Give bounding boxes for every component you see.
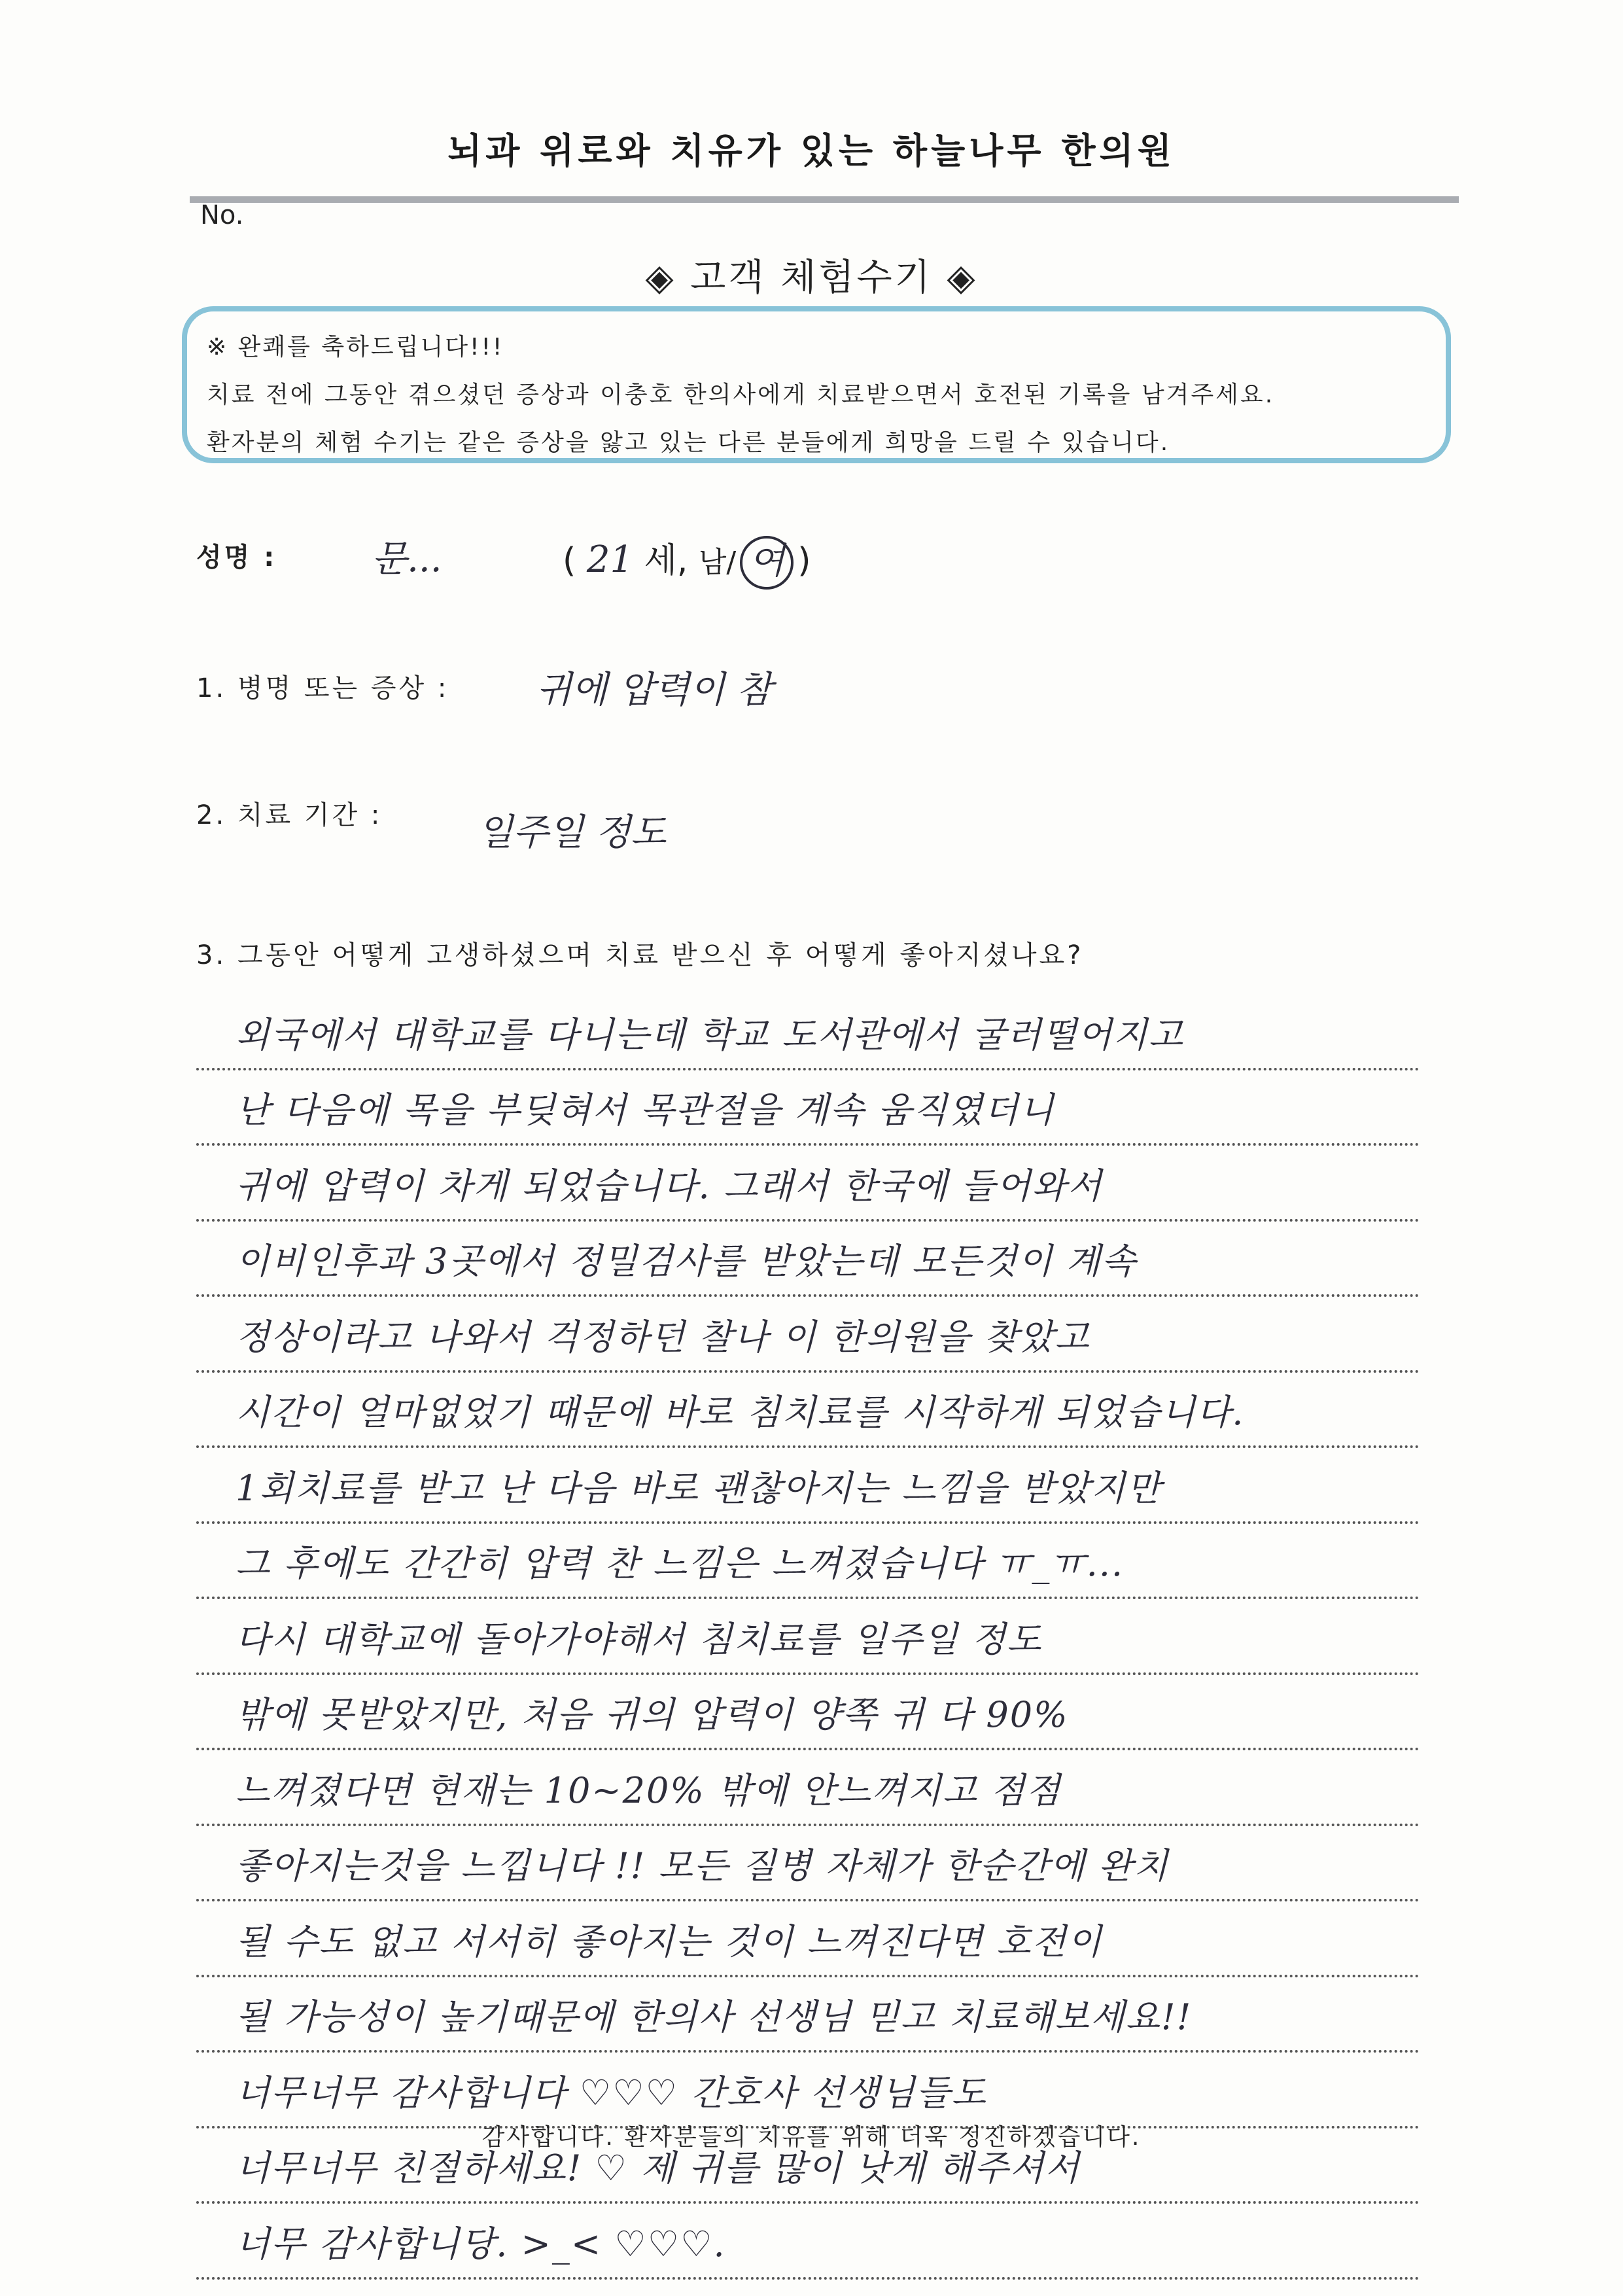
question-period-answer: 일주일 정도 — [478, 811, 667, 854]
patient-info-row — [196, 537, 811, 582]
notice-line-request: 치료 전에 그동안 겪으셨던 증상과 이충호 한의사에게 치료받으면서 호전된 기록을 남겨주세요. — [207, 381, 1275, 408]
notice-line-purpose: 환자분의 체험 수기는 같은 증상을 앓고 있는 다른 분들에게 희망을 드릴 수 있습니다. — [207, 429, 1170, 456]
story-line-text: 정상이라고 나와서 걱정하던 찰나 이 한의원을 찾았고 — [236, 1316, 1091, 1358]
story-line-text: 너무 감사합니당. >_< ♡♡♡. — [236, 2223, 726, 2265]
age-value: 21 — [586, 539, 634, 581]
story-line-text: 시간이 얼마없었기 때문에 바로 침치료를 시작하게 되었습니다. — [236, 1392, 1245, 1433]
story-line-text: 외국에서 대학교를 다니는데 학교 도서관에서 굴러떨어지고 — [236, 1014, 1184, 1055]
story-line — [196, 2053, 1420, 2128]
story-line-text: 느껴졌다면 현재는 10~20% 밖에 안느껴지고 점점 — [236, 1769, 1062, 1811]
header-divider — [190, 196, 1459, 203]
age-close-paren: ) — [797, 541, 811, 580]
story-line-text: 밖에 못받았지만, 처음 귀의 압력이 양쪽 귀 다 90% — [236, 1694, 1069, 1735]
gender-female-selected: 여 — [740, 536, 794, 590]
form-title: ◈ 고객 체험수기 ◈ — [645, 256, 978, 299]
story-line — [196, 1524, 1420, 1600]
question-experience-label: 3. 그동안 어떻게 고생하셨으며 치료 받으신 후 어떻게 좋아지셨나요? — [196, 940, 1084, 970]
age-open-paren: ( — [563, 541, 576, 580]
notice-box — [182, 306, 1451, 463]
story-line — [196, 1297, 1420, 1373]
question-period-row — [196, 794, 667, 854]
story-line-text: 난 다음에 목을 부딪혀서 목관절을 계속 움직였더니 — [236, 1089, 1055, 1131]
story-line-text: 이비인후과 3곳에서 정밀검사를 받았는데 모든것이 계속 — [236, 1241, 1137, 1282]
story-line — [196, 1222, 1420, 1298]
story-line-text: 될 수도 없고 서서히 좋아지는 것이 느껴진다면 호전이 — [236, 1920, 1103, 1962]
name-label: 성명 : — [196, 542, 277, 573]
story-line — [196, 1901, 1420, 1977]
story-line-text: 그 후에도 간간히 압력 찬 느낌은 느껴졌습니다 ㅠ_ㅠ... — [236, 1543, 1125, 1584]
question-period-label: 2. 치료 기간 : — [196, 800, 383, 830]
story-line — [196, 1448, 1420, 1524]
story-line-text: 너무너무 친절하세요! ♡ 제 귀를 많이 낫게 해주셔서 — [236, 2147, 1081, 2189]
age-gender-group — [563, 533, 811, 590]
question-symptom-label: 1. 병명 또는 증상 : — [196, 673, 449, 703]
story-line — [196, 1675, 1420, 1751]
handwritten-story — [196, 995, 1420, 2280]
name-value: 문... — [372, 538, 442, 580]
gender-male-option: 남/ — [698, 546, 737, 579]
story-line — [196, 1373, 1420, 1449]
story-line-text: 1회치료를 받고 난 다음 바로 괜찮아지는 느낌을 받았지만 — [236, 1467, 1162, 1509]
question-symptom-row — [196, 667, 773, 711]
story-line-text: 너무너무 감사합니다 ♡♡♡ 간호사 선생님들도 — [236, 2072, 987, 2113]
story-line — [196, 1146, 1420, 1222]
story-line — [196, 1826, 1420, 1902]
clinic-name-header: 뇌과 위로와 치유가 있는 하늘나무 한의원 — [447, 130, 1176, 171]
story-line — [196, 2204, 1420, 2280]
story-line-text: 좋아지는것을 느낍니다 !! 모든 질병 자체가 한순간에 완치 — [236, 1845, 1170, 1886]
story-line — [196, 1750, 1420, 1826]
footer-thanks: 감사합니다. 환자분들의 치유를 위해 더욱 정진하겠습니다. — [481, 2124, 1142, 2151]
story-line — [196, 995, 1420, 1070]
notice-line-congrats: ※ 완쾌를 축하드립니다!!! — [207, 334, 504, 361]
story-line — [196, 1070, 1420, 1146]
story-line-text: 될 가능성이 높기때문에 한의사 선생님 믿고 치료해보세요!! — [236, 1996, 1193, 2038]
age-unit: 세, — [644, 541, 688, 580]
story-line — [196, 1977, 1420, 2053]
document-number-label: No. — [200, 200, 244, 230]
story-line — [196, 1599, 1420, 1675]
story-line-text: 귀에 압력이 차게 되었습니다. 그래서 한국에 들어와서 — [236, 1165, 1103, 1207]
story-line-text: 다시 대학교에 돌아가야해서 침치료를 일주일 정도 — [236, 1618, 1043, 1660]
question-symptom-answer: 귀에 압력이 참 — [536, 669, 773, 711]
